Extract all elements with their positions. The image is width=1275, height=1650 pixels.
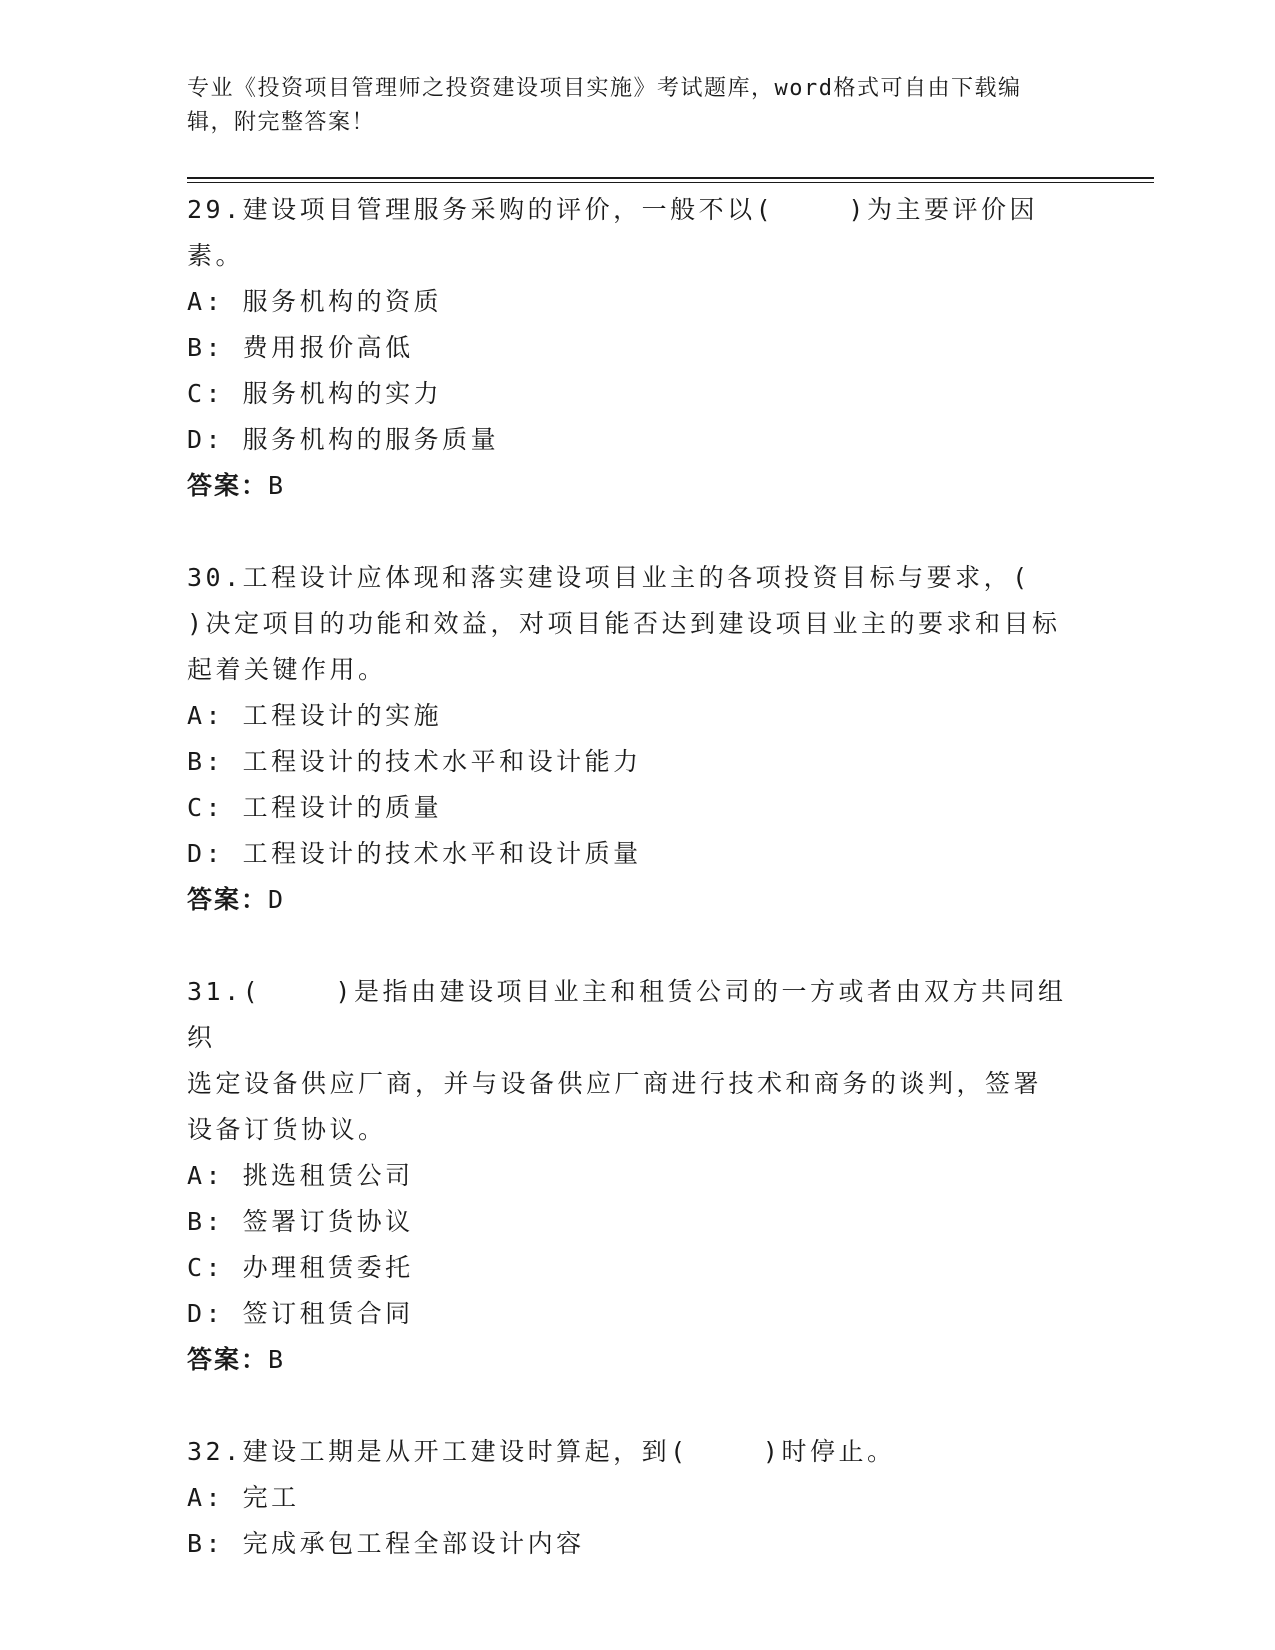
option-d: D: 工程设计的技术水平和设计质量 bbox=[187, 839, 642, 868]
option-c: C: 办理租赁委托 bbox=[187, 1253, 414, 1282]
option-d: D: 服务机构的服务质量 bbox=[187, 425, 500, 454]
question-32 bbox=[187, 1429, 1087, 1567]
question-29 bbox=[187, 187, 1087, 509]
question-stem-line: 起着关键作用。 bbox=[187, 655, 387, 684]
option-b: B: 费用报价高低 bbox=[187, 333, 414, 362]
answer-label: 答案： bbox=[187, 885, 269, 914]
option-a: A: 挑选租赁公司 bbox=[187, 1161, 414, 1190]
answer-line bbox=[187, 1337, 1087, 1383]
option-a: A: 服务机构的资质 bbox=[187, 287, 443, 316]
option-c: C: 服务机构的实力 bbox=[187, 379, 443, 408]
question-list bbox=[187, 187, 1087, 1567]
question-stem-line: )决定项目的功能和效益，对项目能否达到建设项目业主的要求和目标 bbox=[187, 609, 1061, 638]
option-a: A: 工程设计的实施 bbox=[187, 701, 443, 730]
header-rule-thin bbox=[187, 182, 1154, 183]
header-rule-thick bbox=[187, 177, 1154, 179]
answer-value: B bbox=[268, 1345, 286, 1374]
option-d: D: 签订租赁合同 bbox=[187, 1299, 414, 1328]
answer-label: 答案： bbox=[187, 1345, 269, 1374]
answer-value: D bbox=[268, 885, 286, 914]
question-stem-line: 32.建设工期是从开工建设时算起，到( )时停止。 bbox=[187, 1437, 896, 1466]
document-header: 专业《投资项目管理师之投资建设项目实施》考试题库，word格式可自由下载编辑，附完整答案！ bbox=[187, 76, 1022, 135]
question-stem-line: 31.( )是指由建设项目业主和租赁公司的一方或者由双方共同组织 bbox=[187, 977, 1067, 1052]
answer-value: B bbox=[268, 471, 286, 500]
question-stem-line: 30.工程设计应体现和落实建设项目业主的各项投资目标与要求，( bbox=[187, 563, 1031, 592]
question-31 bbox=[187, 969, 1087, 1383]
question-stem-line: 选定设备供应厂商，并与设备供应厂商进行技术和商务的谈判，签署 bbox=[187, 1069, 1043, 1098]
question-stem-line: 29.建设项目管理服务采购的评价，一般不以( )为主要评价因素。 bbox=[187, 195, 1038, 270]
question-30 bbox=[187, 555, 1087, 923]
question-stem-line: 设备订货协议。 bbox=[187, 1115, 387, 1144]
answer-label: 答案： bbox=[187, 471, 269, 500]
option-b: B: 完成承包工程全部设计内容 bbox=[187, 1529, 585, 1558]
answer-line bbox=[187, 877, 1087, 923]
answer-line bbox=[187, 463, 1087, 509]
option-c: C: 工程设计的质量 bbox=[187, 793, 443, 822]
option-b: B: 工程设计的技术水平和设计能力 bbox=[187, 747, 642, 776]
option-a: A: 完工 bbox=[187, 1483, 300, 1512]
option-b: B: 签署订货协议 bbox=[187, 1207, 414, 1236]
